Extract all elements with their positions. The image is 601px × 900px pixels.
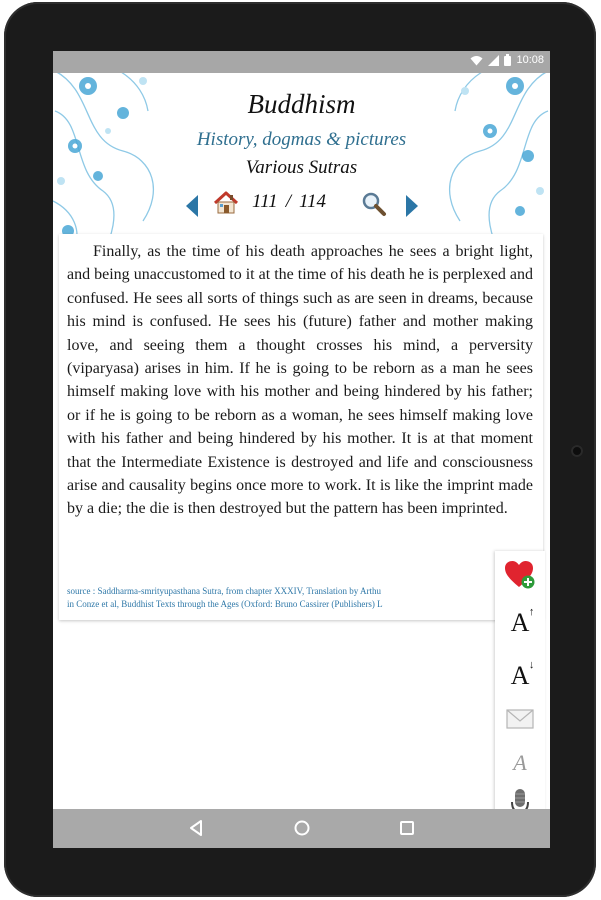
next-arrow-icon[interactable] [406,195,418,217]
page-subtitle: History, dogmas & pictures [196,129,407,150]
font-style-label: A [513,750,527,775]
tool-sidebar [495,551,545,827]
mail-icon [506,709,534,729]
home-icon[interactable] [213,191,239,215]
font-increase-button[interactable] [495,603,545,643]
section-title: Various Sutras [245,157,358,178]
status-time: 10:08 [516,54,544,66]
source-line-1: source : Saddharma-smrityupasthana Sutra, from chapter XXXIV, Translation by Arthu [67,586,382,596]
favorite-button[interactable] [495,555,545,595]
page-counter [252,191,326,213]
sutra-text: Finally, as the time of his death approaches he sees a bright light, and being unaccustomed to it at the time of his death he is perplexed and confused. He sees all sorts of things such as are seen in dreams, because his mind is confused. He sees his (future) father and mother making love, and seeing them a thought crosses his mind, a perversity (viparyasa) arises in him. If he is going to be reborn as a man he sees himself making love with his mother and being hindered by his father; or if he is going to be reborn as a woman, he sees himself making love with his father and being hindered by his mother. It is at that moment that the Intermediate Existence is destroyed and life and consciousness arise and causality begins once more to work. It is like the imprint made by a die; the die is then destroyed but the pattern has been imprinted. [67,243,533,518]
search-icon[interactable] [361,191,387,217]
mail-button[interactable] [495,699,545,739]
home-nav-icon[interactable] [293,819,311,837]
recents-icon[interactable] [399,819,415,837]
prev-arrow-icon[interactable] [186,195,198,217]
content-card [59,234,543,620]
wifi-icon [470,55,483,66]
app-screen [53,51,550,848]
pager [53,189,550,221]
font-increase-label: A [510,608,530,637]
status-bar [53,51,550,73]
favorite-heart-icon [504,560,536,590]
font-style-button[interactable] [495,743,545,783]
signal-icon [488,55,499,66]
page-title: Buddhism [247,89,356,119]
back-icon[interactable] [188,819,204,837]
font-decrease-button[interactable] [495,656,545,696]
current-page: 111 [252,191,278,212]
source-citation[interactable] [67,585,537,611]
page-separator: / [285,191,291,212]
font-decrease-label: A [510,661,530,690]
system-navigation-bar [53,809,550,848]
arrow-down-icon: ↓ [528,659,535,671]
camera-icon [571,445,583,457]
arrow-up-icon: ↑ [528,606,535,618]
total-pages: 114 [298,191,327,212]
battery-icon [504,54,511,66]
source-line-2: in Conze et al, Buddhist Texts through the Ages (Oxford: Bruno Cassirer (Publishers) L [67,599,383,609]
